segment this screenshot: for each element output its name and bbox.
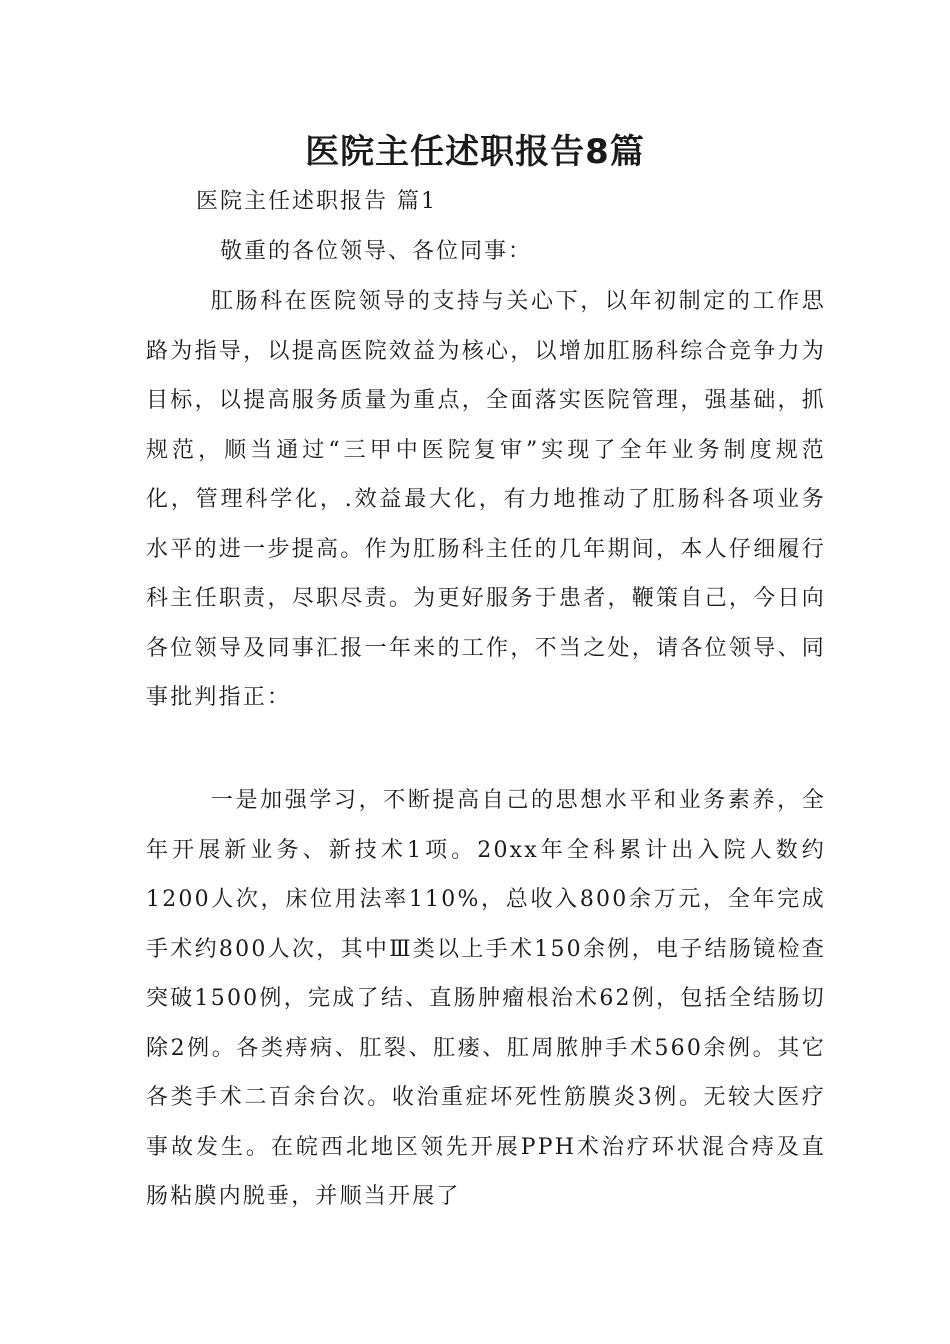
salutation: 敬重的各位领导、各位同事： [220,239,533,264]
document-title: 医院主任述职报告8篇 [305,132,645,172]
body-paragraph: 肛肠科在医院领导的支持与关心下，以年初制定的工作思路为指导，以提高医院效益为核心，以增加肛肠科综合竞争力为目标，以提高服务质量为重点，全面落实医院管理，强基础，抓规范，顺当通过“三甲中医院复审”实现了全年业务制度规范化，管理科学化，.效益最大化，有力地推动了肛肠科各项业务水平的进一步提高。作为肛肠科主任的几年期间，本人仔细履行科主任职责，尽职尽责。为更好服务于患者，鞭策自己，今日向各位领导及同事汇报一年来的工作，不当之处，请各位领导、同事批判指正： [146,289,826,710]
body-paragraph: 一是加强学习，不断提高自己的思想水平和业务素养，全年开展新业务、新技术1项。20xx年全科累计出入院人数约1200人次，床位用法率110%，总收入800余万元，全年完成手术约800人次，其中Ⅲ类以上手术150余例，电子结肠镜检查突破1500例，完成了结、直肠肿瘤根治术62例，包括全结肠切除2例。各类痔病、肛裂、肛瘘、肛周脓肿手术560余例。其它各类手术二百余台次。收治重症坏死性筋膜炎3例。无较大医疗事故发生。在皖西北地区领先开展PPH术治疗环状混合痔及直肠粘膜内脱垂，并顺当开展了 [146,788,826,1209]
section-heading: 医院主任述职报告 篇1 [196,189,437,214]
